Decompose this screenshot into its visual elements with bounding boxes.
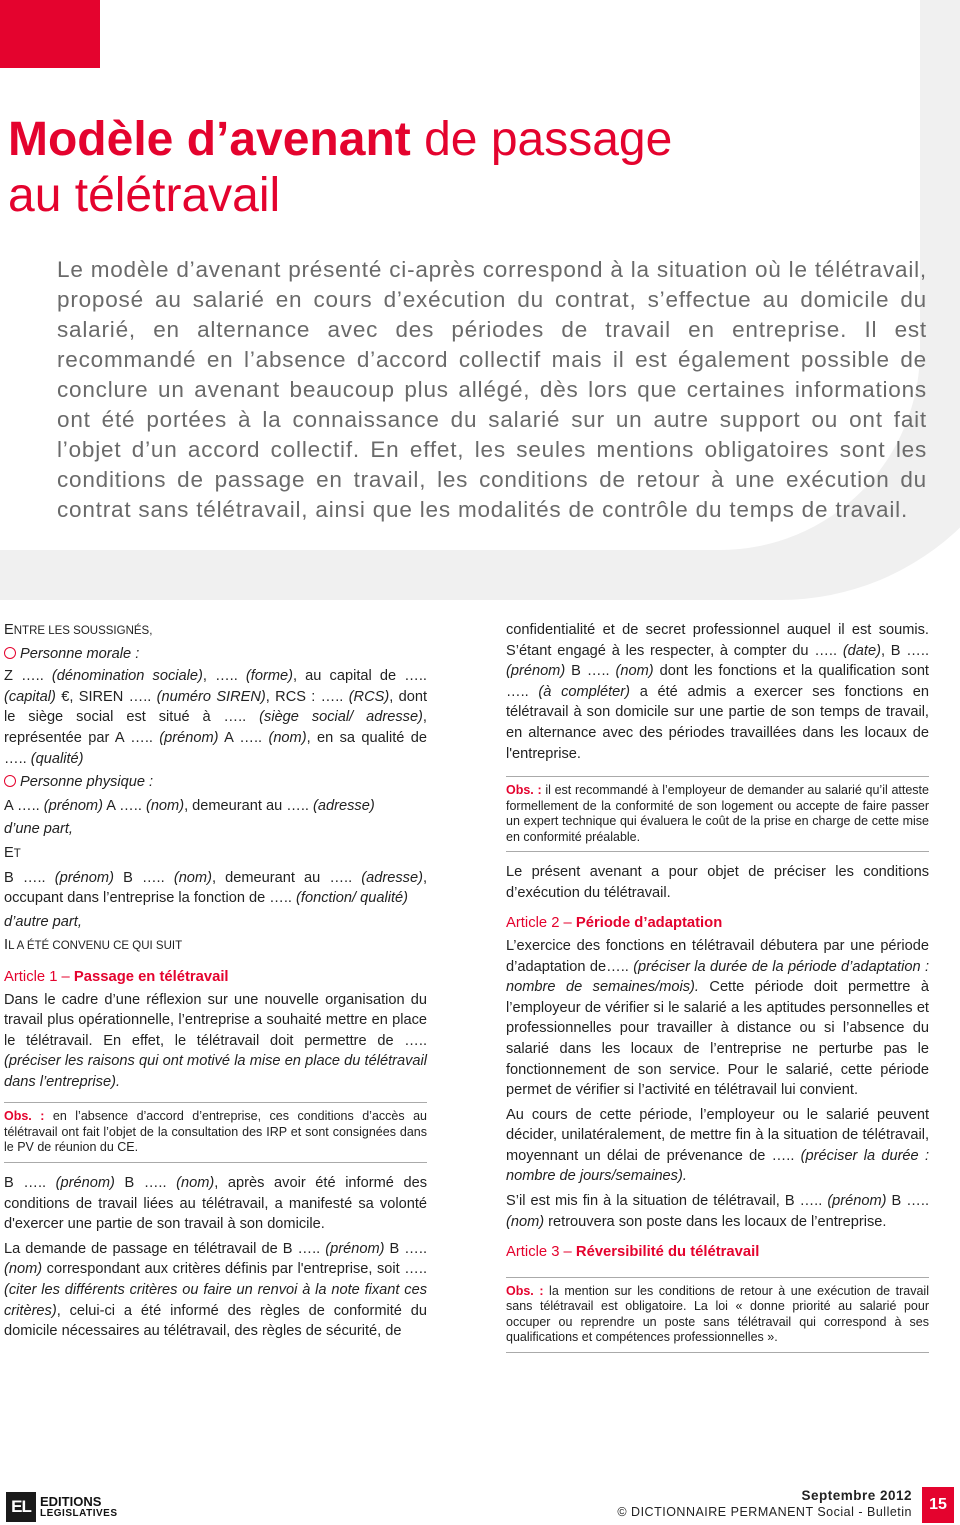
entre-soussignes: ENTRE LES SOUSSIGNÉS, — [4, 622, 153, 638]
et-label: ET — [4, 844, 21, 861]
partie-b-text: B ….. (prénom) B ….. (nom), demeurant au ….. (adresse), occupant dans l’entreprise la fonction de ….. (fonction/ qualité) — [4, 869, 427, 907]
circle-bullet-icon — [4, 775, 16, 787]
obs-note-2: Obs. : il est recommandé à l’employeur de demander au salarié qu’il atteste formellement de la conformité de son logement ou accepte de faire passer un expert technique qui évaluera le coût de la prise en charge de cette mise en conformité préalable. — [506, 776, 929, 852]
article-1-heading: Article 1 – Passage en télétravail — [4, 968, 229, 985]
obs-note-3: Obs. : la mention sur les conditions de retour à une exécution de travail sans télétravail est obligatoire. La loi « donne priorité au salarié pour occuper ou reprendre un poste sans télétravail qui correspond à ses qualifications et compétences professionnelles ». — [506, 1277, 929, 1353]
left-paragraph-3: La demande de passage en télétravail de B ….. (prénom) B ….. (nom) correspondant aux critères définis par l'entreprise, soit ….. (citer les différents critères ou faire un renvoi à la note fixant ces critères), celui-ci a été informé des règles de conformité du domicile nécessaires au télétravail, des règles de sécurité, de — [4, 1240, 427, 1340]
personne-morale-label: Personne morale : — [4, 644, 427, 665]
circle-bullet-icon — [4, 647, 16, 659]
footer-info — [617, 1488, 912, 1519]
article-2-text-2: Au cours de cette période, l’employeur ou le salarié peuvent décider, unilatéralement, de mettre fin à la situation de télétravail, moyennant un délai de prévenance de ….. (préciser la durée : nombre de jours/semaines). — [506, 1106, 929, 1185]
left-paragraph-2: B ….. (prénom) B ….. (nom), après avoir été informé des conditions de travail liées au télétravail, a manifesté sa volonté d'exercer une partie de son travail à son domicile. — [4, 1174, 427, 1233]
personne-physique-label: Personne physique : — [4, 772, 427, 793]
article-3-heading: Article 3 – Réversibilité du télétravail — [506, 1244, 760, 1261]
autre-part: d’autre part, — [4, 913, 82, 930]
footer-date: Septembre 2012 — [801, 1488, 912, 1503]
right-column — [506, 620, 929, 1363]
title-normal-2: au télétravail — [8, 169, 281, 222]
el-logo-icon: EL — [6, 1492, 36, 1522]
personne-physique-text: A ….. (prénom) A ….. (nom), demeurant au ….. (adresse) — [4, 797, 375, 814]
right-paragraph-1: confidentialité et de secret professionnel auquel il est soumis. S’étant engagé à les respecter, à compter du ….. (date), B ….. (prénom) B ….. (nom) dont les fonctions et la qualification sont ….. (à compléter) a été admis a exercer ses fonctions en télétravail à son domicile sur une partie de son temps de travail, en alternance avec des périodes travaillées dans les locaux de l'entreprise. — [506, 622, 930, 762]
footer-publication: © DICTIONNAIRE PERMANENT Social - Bulletin — [617, 1505, 912, 1519]
convenu-label: IL A ÉTÉ CONVENU CE QUI SUIT — [4, 937, 183, 954]
editions-legislatives-logo — [6, 1492, 118, 1522]
obs-note-1: Obs. : en l’absence d’accord d’entreprise, ces conditions d’accès au télétravail ont fait l’objet de la consultation des IRP et sont consignées dans le PV de réunion du CE. — [4, 1102, 427, 1163]
title-bold: Modèle d’avenant — [8, 113, 411, 166]
article-2-text-3: S’il est mis fin à la situation de télétravail, B ….. (prénom) B ….. (nom) retrouvera son poste dans les locaux de l’entreprise. — [506, 1193, 929, 1230]
page-title — [8, 112, 672, 224]
page-number: 15 — [922, 1487, 954, 1523]
article-2-text-1: L’exercice des fonctions en télétravail débutera par une période d’adaptation de….. (préciser la durée de la période d’adaptation : nombre de semaines/mois). Cette période doit permettre à l’employeur de vérifier si le salarié a les aptitudes personnelles et professionnelles pour travailler à distance ou si l’absence du salarié dans les locaux de l’entreprise ne perturbe pas le fonctionnement de son service. Pour le salarié, cette période permet de vérifier si l’activité en télétravail lui convient. — [506, 937, 929, 1099]
article-1-text: Dans le cadre d’une réflexion sur une nouvelle organisation du travail plus opérationnelle, l’entreprise a souhaité mettre en place le télétravail. En effet, le télétravail doit permettre de ….. (préciser les raisons qui ont motivé la mise en place du télétravail dans l’entreprise). — [4, 991, 427, 1090]
article-2-heading: Article 2 – Période d’adaptation — [506, 915, 723, 932]
logo-text: EDITIONS LEGISLATIVES — [40, 1493, 118, 1519]
left-column — [4, 620, 427, 1344]
une-part: d’une part, — [4, 821, 73, 838]
intro-paragraph: Le modèle d’avenant présenté ci-après correspond à la situation où le télétravail, proposé au salarié en cours d’exécution du contrat, s’effectue au domicile du salarié, en alternance avec des périodes de travail en entreprise. Il est recommandé en l’absence d’accord collectif mais il est également possible de conclure un avenant beaucoup plus allégé, dès lors que certaines informations ont été portées à la connaissance du salarié sur un autre support ou ont fait l’objet d’un accord collectif. En effet, les seules mentions obligatoires sont les conditions de passage en travail, les conditions de retour à une exécution du contrat sans télétravail, ainsi que les modalités de contrôle du temps de travail. — [57, 257, 927, 522]
personne-morale-text: Z ….. (dénomination sociale), ….. (forme), au capital de ….. (capital) €, SIREN ….. (numéro SIREN), RCS : ….. (RCS), dont le siège social est situé à ….. (siège social/ adresse), représentée par A ….. (prénom) A ….. (nom), en sa qualité de ….. (qualité) — [4, 668, 428, 767]
corner-red-square — [0, 0, 100, 68]
title-normal-1: de passage — [410, 113, 673, 166]
right-paragraph-2: Le présent avenant a pour objet de préciser les conditions d’exécution du télétravail. — [506, 864, 929, 901]
